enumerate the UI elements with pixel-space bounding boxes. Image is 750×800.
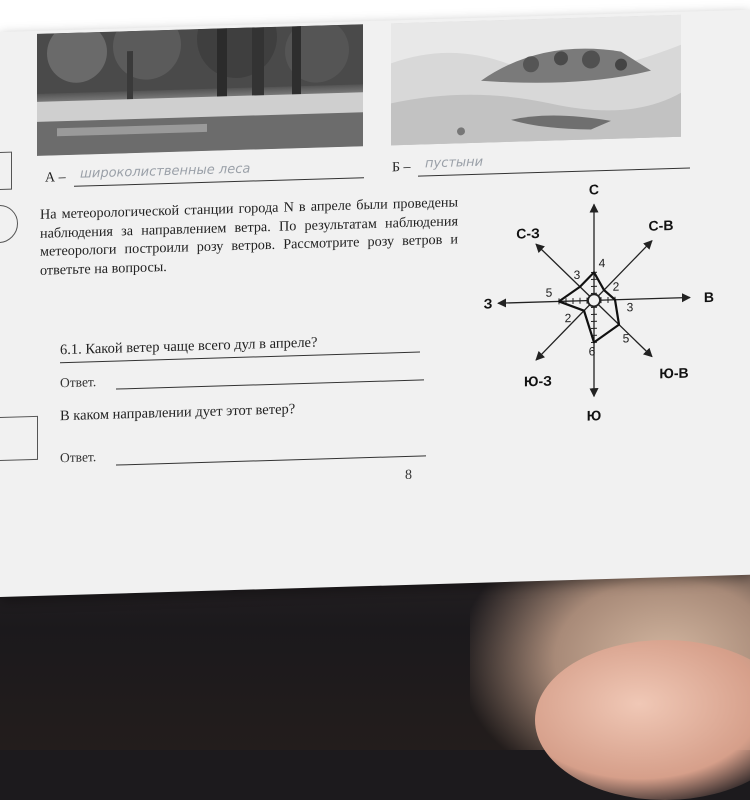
wind-rose-diagram (476, 170, 726, 437)
answer-box-bottom (0, 416, 38, 461)
label-north: С (589, 181, 599, 197)
task-number-circle (0, 204, 18, 243)
question-direction: В каком направлении дует этот ветер? (60, 401, 295, 425)
wind-rose-polygon (559, 272, 619, 344)
caption-b-handwritten: пустыни (425, 155, 483, 172)
caption-a-handwritten: широколиственные леса (80, 162, 250, 182)
value-northwest: 3 (574, 268, 581, 282)
value-southwest: 2 (565, 311, 572, 325)
value-east: 3 (627, 300, 634, 314)
label-east: В (704, 289, 714, 305)
forest-image (37, 24, 363, 156)
label-northeast: С-В (649, 217, 674, 234)
label-northwest: С-З (516, 225, 540, 242)
caption-b-label: Б – (392, 160, 411, 177)
label-southwest: Ю-З (524, 373, 552, 390)
answer-box-top (0, 152, 12, 191)
question-6-1: 6.1. Какой ветер чаще всего дул в апреле? (60, 335, 317, 360)
photo-desert (391, 15, 681, 146)
wind-rose-center (588, 294, 600, 306)
textbook-page (0, 10, 750, 597)
label-southeast: Ю-В (659, 365, 688, 382)
answer-label-2: Ответ. (60, 449, 96, 466)
value-north: 4 (599, 256, 606, 270)
desert-image (391, 15, 681, 146)
task-intro-text: На метеорологической станции города N в апреле были проведены наблюдения за направлением ветра. По результатам наблюдения метеорологи построили розу ветров. Рассмотрите розу ветров и ответьте на вопросы. (40, 193, 458, 279)
axis-northeast (594, 241, 652, 301)
label-west: З (484, 295, 493, 311)
answer-label-1: Ответ. (60, 374, 96, 391)
value-west: 5 (546, 286, 553, 300)
value-labels (546, 255, 634, 360)
label-south: Ю (587, 407, 601, 423)
value-southeast: 5 (623, 331, 630, 345)
value-northeast: 2 (613, 280, 620, 294)
axis-southeast (594, 299, 652, 359)
axis-southwest (536, 300, 594, 360)
page-number: 8 (405, 468, 412, 484)
caption-a-label: А – (45, 170, 66, 187)
answer-line-1 (116, 379, 424, 389)
photo-broadleaf-forest (37, 24, 363, 156)
answer-line-2 (116, 455, 426, 465)
value-south: 6 (589, 344, 596, 358)
